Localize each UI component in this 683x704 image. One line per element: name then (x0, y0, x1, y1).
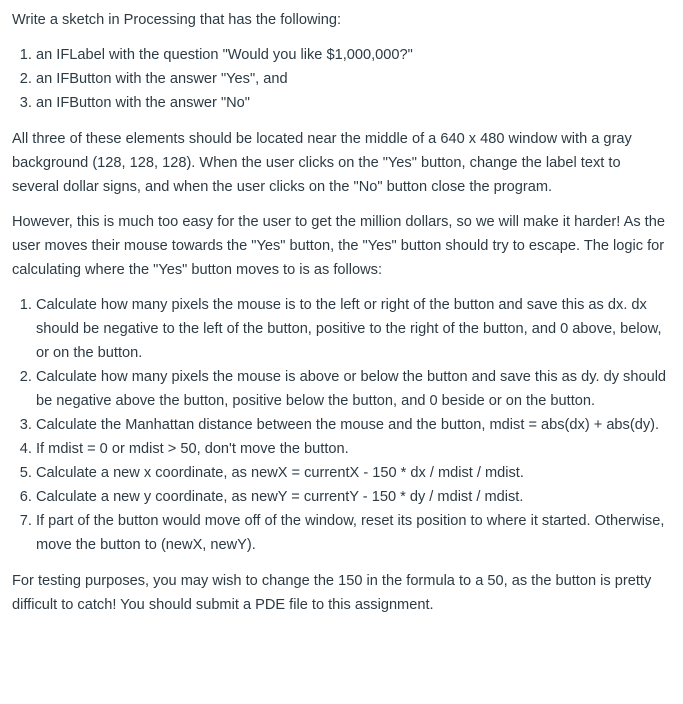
requirement-item: 2. an IFButton with the answer "Yes", and (36, 67, 671, 91)
step-item: 6. Calculate a new y coordinate, as newY = currentY - 150 * dy / mdist / mdist. (36, 485, 671, 509)
step-item: 5. Calculate a new x coordinate, as newX = currentX - 150 * dx / mdist / mdist. (36, 461, 671, 485)
step-item: 2. Calculate how many pixels the mouse is above or below the button and save this as dy. dy should be negative above the button, positive below the button, and 0 beside or on the button. (36, 365, 671, 413)
step-item: 4. If mdist = 0 or mdist > 50, don't move the button. (36, 437, 671, 461)
intro-text: Write a sketch in Processing that has the following: (12, 12, 342, 28)
requirements-list (12, 43, 671, 115)
requirement-item: 1. an IFLabel with the question "Would you like $1,000,000?" (36, 43, 671, 67)
step-item: 3. Calculate the Manhattan distance between the mouse and the button, mdist = abs(dx) + abs(dy). (36, 413, 671, 437)
step-item: 7. If part of the button would move off of the window, reset its position to where it started. Otherwise, move the button to (newX, newY). (36, 509, 671, 557)
escape-paragraph: However, this is much too easy for the user to get the million dollars, so we will make it harder! As the user moves their mouse towards the "Yes" button, the "Yes" button should try to escape. The logic for calculating where the "Yes" button moves to is as follows: (12, 214, 665, 278)
testing-paragraph: For testing purposes, you may wish to change the 150 in the formula to a 50, as the button is pretty difficult to catch! You should submit a PDE file to this assignment. (12, 573, 652, 613)
step-item: 1. Calculate how many pixels the mouse is to the left or right of the button and save this as dx. dx should be negative to the left of the button, positive to the right of the button, and 0 above, below, or on the button. (36, 293, 671, 365)
requirement-item: 3. an IFButton with the answer "No" (36, 91, 671, 115)
steps-list (12, 293, 671, 557)
layout-paragraph: All three of these elements should be located near the middle of a 640 x 480 window with a gray background (128, 128, 128). When the user clicks on the "Yes" button, change the label text to several dollar signs, and when the user clicks on the "No" button close the program. (12, 131, 632, 195)
